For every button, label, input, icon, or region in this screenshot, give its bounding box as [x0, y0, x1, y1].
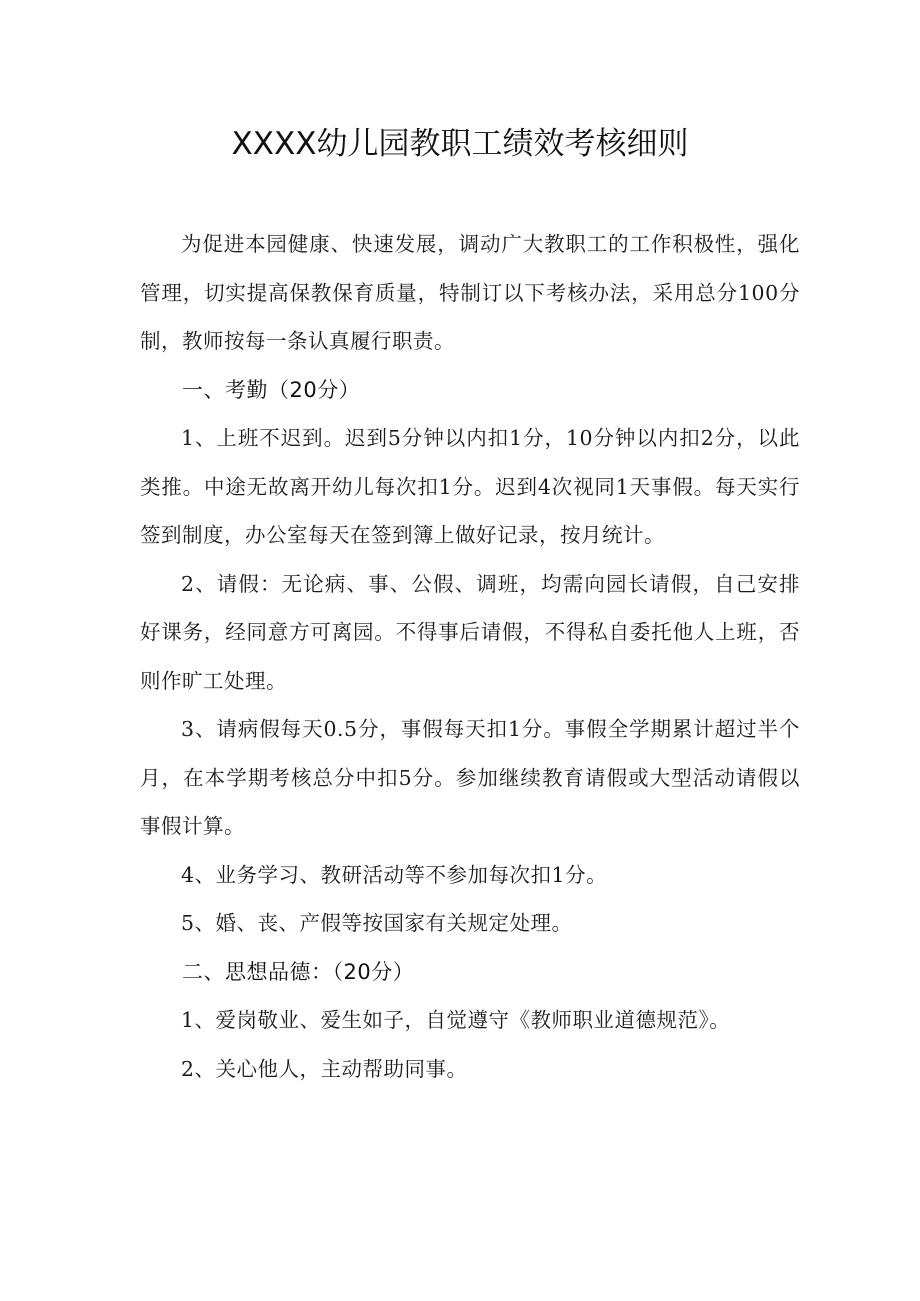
list-item: 4、业务学习、教研活动等不参加每次扣1分。: [181, 862, 608, 887]
list-item: 2、关心他人，主动帮助同事。: [181, 1056, 468, 1081]
intro-paragraph: 为促进本园健康、快速发展，调动广大教职工的工作积极性，强化管理，切实提高保教保育质量，特制订以下考核办法，采用总分100分制，教师按每一条认真履行职责。: [140, 232, 800, 353]
section-ethics: [140, 948, 800, 1094]
list-item: 3、请病假每天0.5分，事假每天扣1分。事假全学期累计超过半个月，在本学期考核总分中扣5分。参加继续教育请假或大型活动请假以事假计算。: [140, 717, 800, 838]
list-item: 1、上班不迟到。迟到5分钟以内扣1分，10分钟以内扣2分，以此类推。中途无故离开幼儿每次扣1分。迟到4次视同1天事假。每天实行签到制度，办公室每天在签到簿上做好记录，按月统计。: [140, 426, 800, 547]
list-item: 5、婚、丧、产假等按国家有关规定处理。: [181, 911, 573, 935]
list-item: 1、爱岗敬业、爱生如子，自觉遵守《教师职业道德规范》。: [181, 1008, 731, 1032]
document-body: [140, 220, 800, 1093]
section-heading: 一、考勤（20分）: [182, 377, 361, 402]
section-attendance: [140, 366, 800, 948]
section-heading: 二、思想品德：（20分）: [182, 959, 415, 984]
list-item: 2、请假：无论病、事、公假、调班，均需向园长请假，自己安排好课务，经同意方可离园。不得事后请假，不得私自委托他人上班，否则作旷工处理。: [140, 571, 800, 693]
document-title: XXXX幼儿园教职工绩效考核细则: [231, 126, 689, 162]
